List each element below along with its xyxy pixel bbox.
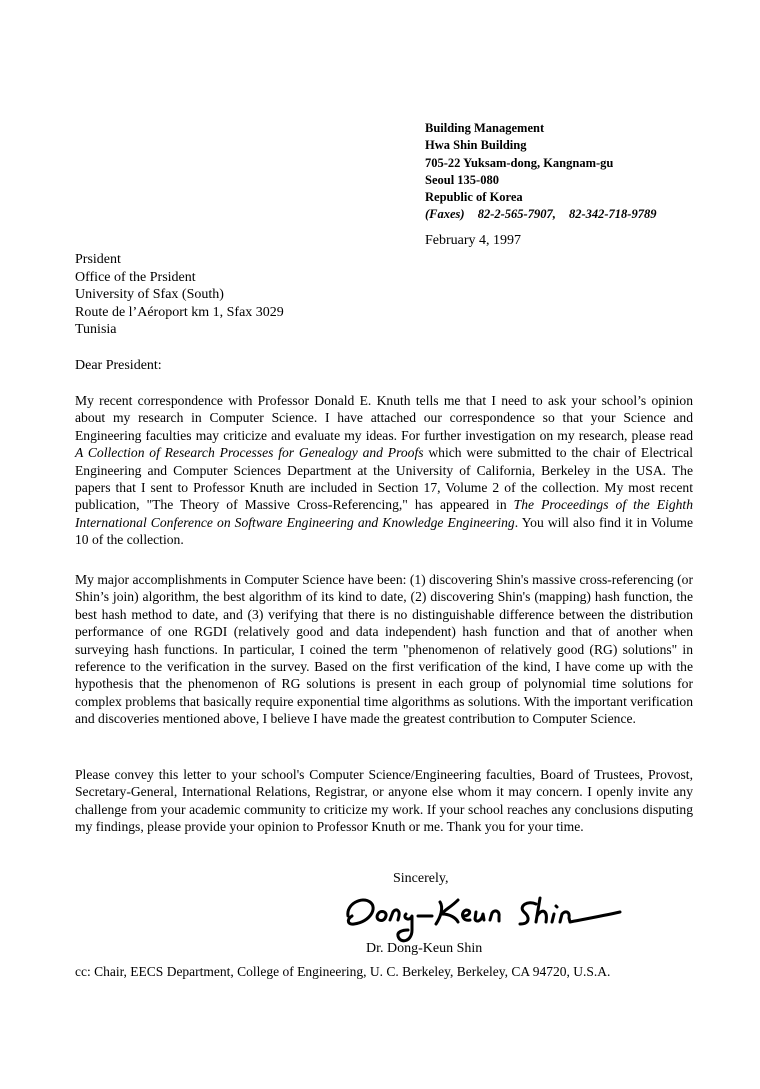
recipient-line: Route de l’Aéroport km 1, Sfax 3029	[75, 304, 284, 320]
recipient-line: Office of the Prsident	[75, 269, 196, 285]
sender-line: Hwa Shin Building	[425, 138, 527, 153]
body-paragraph-1	[75, 392, 693, 549]
sender-line: Seoul 135-080	[425, 172, 499, 187]
sender-fax-line	[425, 206, 656, 223]
paragraph-text: which were submitted to the chair of Electrical Engineering and Computer Sciences Department at the University of California, Berkeley in the USA. The papers that I sent to Professor Knuth are included in Section 17, Volume 2 of the collection. My most recent publication, "The Theory of Massive Cross-Referencing," has appeared in	[75, 445, 693, 513]
recipient-address-block	[75, 251, 284, 339]
signer-name: Dr. Dong-Keun Shin	[366, 941, 483, 956]
handwritten-signature	[340, 886, 630, 948]
recipient-line: Tunisia	[75, 322, 117, 338]
sender-address-block	[425, 120, 656, 224]
salutation: Dear President:	[75, 358, 162, 373]
fax-number: 82-2-565-7907,	[477, 207, 556, 222]
sender-line: 705-22 Yuksam-dong, Kangnam-gu	[425, 155, 614, 170]
closing: Sincerely,	[393, 871, 449, 886]
body-paragraph-2: My major accomplishments in Computer Science have been: (1) discovering Shin's massive cross-referencing (or Shin’s join) algorithm, the best algorithm of its kind to date, (2) discovering Shin's (mapping) hash function, the best hash method to date, and (3) verifying that there is no distinguishable difference between the distribution performance of one RGDI (relatively good and data independent) hash function and that of another when surveying hash functions. In particular, I coined the term "phenomenon of relatively good (RG) solutions" in reference to the verification in the survey. Based on the first verification of the kind, I have come up with the hypothesis that the phenomenon of RG solutions is present in each group of polynomial time solutions for complex problems that basically require exponential time algorithms as solutions. With the important verification and discoveries mentioned above, I believe I have made the greatest contribution to Computer Science.	[75, 572, 693, 727]
paragraph-text: My recent correspondence with Professor Donald E. Knuth tells me that I need to ask your school’s opinion about my research in Computer Science. I have attached our correspondence so that your Science and Engineering faculties may criticize and evaluate my ideas. For further investigation on my research, please read	[75, 393, 693, 443]
fax-number: 82-342-718-9789	[568, 207, 657, 222]
italic-title: A Collection of Research Processes for Genealogy and Proofs	[75, 445, 424, 461]
body-paragraph-3: Please convey this letter to your school's Computer Science/Engineering faculties, Board of Trustees, Provost, Secretary-General, International Relations, Registrar, or anyone else whom it may concern. I openly invite any challenge from your academic community to criticize my work. If your school reaches any conclusions disputing my findings, please provide your opinion to Professor Knuth or me. Thank you for your time.	[75, 767, 693, 835]
recipient-line: University of Sfax (South)	[75, 287, 224, 303]
letter-date: February 4, 1997	[425, 233, 522, 248]
recipient-line: Prsident	[75, 252, 121, 267]
sender-line: Building Management	[425, 121, 545, 135]
sender-line: Republic of Korea	[425, 190, 523, 205]
paragraph-text: . You will also find it in Volume 10 of the collection.	[75, 514, 693, 548]
cc-line: cc: Chair, EECS Department, College of Engineering, U. C. Berkeley, Berkeley, CA 94720, U.S.A.	[75, 964, 611, 979]
fax-label: (Faxes)	[425, 207, 465, 222]
italic-title: The Proceedings of the Eighth International Conference on Software Engineering and Knowledge Engineering	[75, 497, 693, 530]
